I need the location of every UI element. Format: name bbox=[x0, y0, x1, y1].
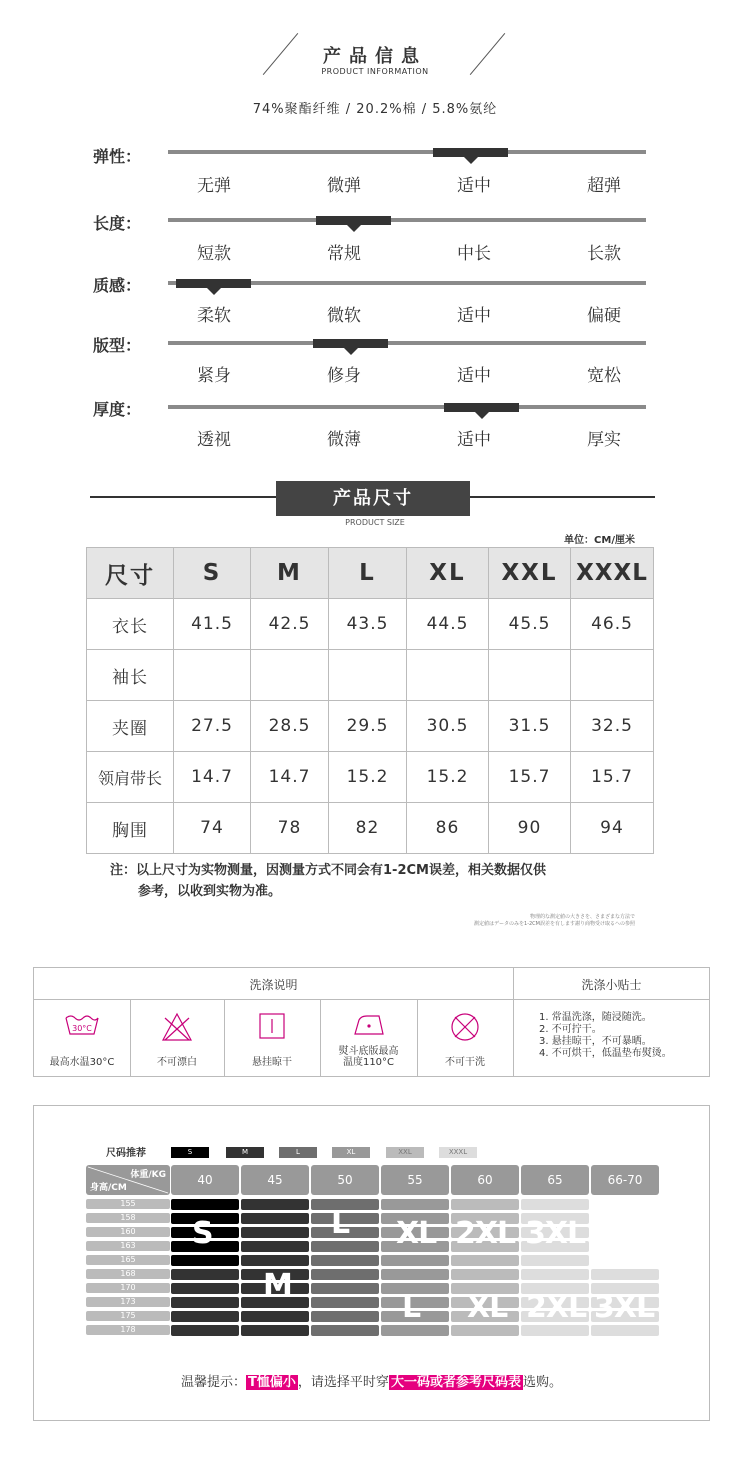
chart-cell bbox=[241, 1325, 309, 1336]
height-label: 155 bbox=[86, 1199, 170, 1209]
chart-cell bbox=[591, 1325, 659, 1336]
table-cell: 28.5 bbox=[251, 701, 329, 752]
tip-item: 3. 悬挂晾干，不可暴晒。 bbox=[539, 1036, 652, 1047]
table-cell: 31.5 bbox=[489, 701, 571, 752]
chart-cell bbox=[521, 1269, 589, 1280]
table-cell: 29.5 bbox=[329, 701, 407, 752]
attr-scale bbox=[168, 150, 646, 154]
chart-cell bbox=[171, 1269, 239, 1280]
highlight: T恤偏小 bbox=[248, 1375, 296, 1390]
tip-item: 1. 常温洗涤，随浸随洗。 bbox=[539, 1012, 652, 1023]
chart-cell bbox=[451, 1199, 519, 1210]
attr-label: 质感： bbox=[93, 276, 142, 295]
height-label: 163 bbox=[86, 1241, 170, 1251]
washing-tips-list bbox=[539, 1012, 672, 1060]
attr-marker bbox=[444, 403, 519, 412]
chart-cell bbox=[311, 1297, 379, 1308]
fine-print: 物理的な測定値の大きさを、さまざまな方法で bbox=[529, 914, 635, 920]
washing-tips-title: 洗涤小贴士 bbox=[581, 978, 642, 992]
table-cell: 41.5 bbox=[174, 599, 251, 650]
weight-header: 66-70 bbox=[591, 1165, 659, 1195]
legend-item-s: S bbox=[171, 1147, 209, 1158]
size-label-lower: L bbox=[402, 1290, 421, 1325]
chart-cell bbox=[311, 1311, 379, 1322]
chart-cell bbox=[521, 1325, 589, 1336]
legend-item-m: M bbox=[226, 1147, 264, 1158]
size-label-upper: S bbox=[192, 1216, 213, 1251]
chart-cell bbox=[381, 1269, 449, 1280]
table-cell: 夹圈 bbox=[87, 701, 174, 752]
table-cell: 袖长 bbox=[87, 650, 174, 701]
chart-cell bbox=[171, 1283, 239, 1294]
weight-header: 65 bbox=[521, 1165, 589, 1195]
table-cell: 74 bbox=[174, 803, 251, 854]
attr-marker bbox=[433, 148, 508, 157]
chart-cell bbox=[241, 1199, 309, 1210]
table-header-cell: XXL bbox=[489, 548, 571, 599]
no-dry-clean-icon bbox=[450, 1012, 480, 1046]
chart-cell bbox=[171, 1325, 239, 1336]
table-cell: 衣长 bbox=[87, 599, 174, 650]
wash-label: 熨斗底版最高 温度110°C bbox=[338, 1046, 399, 1068]
attr-marker bbox=[316, 216, 391, 225]
attr-option: 适中 bbox=[457, 366, 491, 386]
weight-header: 45 bbox=[241, 1165, 309, 1195]
table-row bbox=[87, 752, 654, 803]
table-cell: 44.5 bbox=[407, 599, 489, 650]
size-section-subtitle: PRODUCT SIZE bbox=[345, 518, 405, 527]
chart-cell bbox=[311, 1325, 379, 1336]
attr-label: 弹性： bbox=[93, 147, 142, 166]
weight-header: 55 bbox=[381, 1165, 449, 1195]
table-row bbox=[87, 599, 654, 650]
chart-cell bbox=[451, 1255, 519, 1266]
table-row bbox=[87, 650, 654, 701]
wash-30-icon bbox=[64, 1012, 100, 1040]
attr-option: 长款 bbox=[587, 244, 621, 264]
height-axis-label: 身高/CM bbox=[90, 1183, 127, 1193]
chart-cell bbox=[311, 1269, 379, 1280]
table-row bbox=[87, 803, 654, 854]
height-label: 160 bbox=[86, 1227, 170, 1237]
no-bleach-cell bbox=[130, 1000, 225, 1076]
table-cell: 78 bbox=[251, 803, 329, 854]
table-cell bbox=[329, 650, 407, 701]
chart-cell bbox=[521, 1255, 589, 1266]
wash-temp-cell bbox=[34, 1000, 131, 1076]
divider bbox=[513, 999, 709, 1000]
washing-panel bbox=[33, 967, 710, 1077]
legend-item-xxxl: XXXL bbox=[439, 1147, 477, 1158]
table-cell: 45.5 bbox=[489, 599, 571, 650]
chart-cell bbox=[311, 1255, 379, 1266]
chart-cell bbox=[381, 1199, 449, 1210]
corner-header bbox=[86, 1165, 170, 1195]
table-header-cell: M bbox=[251, 548, 329, 599]
measurement-note: 注：以上尺寸为实物测量，因测量方式不同会有1-2CM误差，相关数据仅供 bbox=[110, 863, 546, 878]
wash-label: 悬挂晾干 bbox=[252, 1057, 292, 1068]
table-cell: 15.2 bbox=[407, 752, 489, 803]
table-cell: 90 bbox=[489, 803, 571, 854]
unit-label: 单位：CM/厘米 bbox=[564, 535, 635, 546]
fine-print: 測定値はデータのみを1-2CM誤差を有します謝り商物受け取るへの参照 bbox=[474, 921, 635, 927]
wash-label: 不可漂白 bbox=[157, 1057, 197, 1068]
weight-header: 50 bbox=[311, 1165, 379, 1195]
attr-option: 宽松 bbox=[587, 366, 621, 386]
iron-icon bbox=[351, 1012, 387, 1042]
table-row bbox=[87, 701, 654, 752]
size-label-lower: M bbox=[263, 1268, 292, 1303]
table-cell: 14.7 bbox=[251, 752, 329, 803]
svg-text:30°C: 30°C bbox=[72, 1024, 92, 1033]
iron-cell bbox=[320, 1000, 418, 1076]
chart-cell bbox=[451, 1325, 519, 1336]
table-cell: 82 bbox=[329, 803, 407, 854]
wash-label: 不可干洗 bbox=[445, 1057, 485, 1068]
chart-cell bbox=[241, 1213, 309, 1224]
size-label-lower: XL bbox=[467, 1290, 508, 1325]
attr-option: 常规 bbox=[327, 244, 361, 264]
chart-cell bbox=[171, 1199, 239, 1210]
attr-option: 厚实 bbox=[587, 430, 621, 450]
size-label-lower: 2XL bbox=[526, 1290, 587, 1325]
attr-option: 适中 bbox=[457, 306, 491, 326]
size-label-upper: 2XL bbox=[455, 1216, 516, 1251]
page-title: 产品信息 bbox=[323, 46, 427, 67]
legend-label: 尺码推荐 bbox=[106, 1148, 146, 1159]
height-label: 178 bbox=[86, 1325, 170, 1335]
size-label-lower: 3XL bbox=[594, 1290, 655, 1325]
size-recommendation-chart bbox=[33, 1105, 710, 1421]
size-section-title: 产品尺寸 bbox=[276, 481, 470, 516]
hang-dry-cell bbox=[224, 1000, 321, 1076]
table-cell bbox=[571, 650, 654, 701]
attr-label: 版型： bbox=[93, 336, 142, 355]
height-label: 158 bbox=[86, 1213, 170, 1223]
table-cell: 43.5 bbox=[329, 599, 407, 650]
table-cell bbox=[174, 650, 251, 701]
table-cell: 15.7 bbox=[571, 752, 654, 803]
attr-option: 偏硬 bbox=[587, 306, 621, 326]
chart-cell bbox=[241, 1255, 309, 1266]
size-label-upper: XL bbox=[396, 1216, 437, 1251]
table-cell bbox=[489, 650, 571, 701]
attr-option: 微软 bbox=[327, 306, 361, 326]
weight-header: 60 bbox=[451, 1165, 519, 1195]
table-cell: 14.7 bbox=[174, 752, 251, 803]
table-header-cell: 尺寸 bbox=[87, 548, 174, 599]
attr-option: 微弹 bbox=[327, 176, 361, 196]
size-table bbox=[86, 547, 654, 854]
table-header-cell: L bbox=[329, 548, 407, 599]
tip-item: 2. 不可拧干。 bbox=[539, 1024, 602, 1035]
height-label: 175 bbox=[86, 1311, 170, 1321]
attr-marker bbox=[176, 279, 251, 288]
table-cell: 86 bbox=[407, 803, 489, 854]
height-label: 170 bbox=[86, 1283, 170, 1293]
measurement-note-line2: 参考，以收到实物为准。 bbox=[138, 884, 282, 899]
table-cell: 领肩带长 bbox=[87, 752, 174, 803]
attr-option: 短款 bbox=[197, 244, 231, 264]
attr-label: 长度： bbox=[93, 214, 142, 233]
table-header-cell: S bbox=[174, 548, 251, 599]
chart-cell bbox=[521, 1199, 589, 1210]
chart-cell bbox=[381, 1325, 449, 1336]
page-subtitle: PRODUCT INFORMATION bbox=[321, 67, 429, 76]
attr-marker bbox=[313, 339, 388, 348]
chart-cell bbox=[171, 1311, 239, 1322]
height-label: 168 bbox=[86, 1269, 170, 1279]
height-label: 173 bbox=[86, 1297, 170, 1307]
table-cell: 30.5 bbox=[407, 701, 489, 752]
attr-scale bbox=[168, 218, 646, 222]
chart-cell bbox=[311, 1283, 379, 1294]
size-label-upper: 3XL bbox=[525, 1216, 586, 1251]
no-dry-clean-cell bbox=[417, 1000, 513, 1076]
fabric-composition: 74%聚酯纤维 / 20.2%棉 / 5.8%氨纶 bbox=[252, 102, 498, 117]
legend-item-xxl: XXL bbox=[386, 1147, 424, 1158]
table-cell: 15.7 bbox=[489, 752, 571, 803]
attr-option: 紧身 bbox=[197, 366, 231, 386]
attr-label: 厚度： bbox=[93, 400, 142, 419]
table-cell: 15.2 bbox=[329, 752, 407, 803]
table-cell: 胸围 bbox=[87, 803, 174, 854]
weight-header: 40 bbox=[171, 1165, 239, 1195]
wash-label: 最高水温30°C bbox=[49, 1057, 115, 1068]
attr-option: 微薄 bbox=[327, 430, 361, 450]
table-cell bbox=[407, 650, 489, 701]
table-cell: 27.5 bbox=[174, 701, 251, 752]
attr-option: 超弹 bbox=[587, 176, 621, 196]
legend-item-l: L bbox=[279, 1147, 317, 1158]
chart-cell bbox=[241, 1311, 309, 1322]
attr-option: 中长 bbox=[457, 244, 491, 264]
table-header-cell: XXXL bbox=[571, 548, 654, 599]
table-header-row bbox=[87, 548, 654, 599]
attr-scale bbox=[168, 405, 646, 409]
attr-option: 适中 bbox=[457, 176, 491, 196]
hang-dry-icon bbox=[258, 1012, 286, 1044]
attr-option: 柔软 bbox=[197, 306, 231, 326]
chart-cell bbox=[451, 1269, 519, 1280]
attr-scale bbox=[168, 341, 646, 345]
chart-cell bbox=[241, 1227, 309, 1238]
table-cell: 94 bbox=[571, 803, 654, 854]
attr-option: 适中 bbox=[457, 430, 491, 450]
chart-cell bbox=[381, 1255, 449, 1266]
chart-cell bbox=[241, 1241, 309, 1252]
tip-item: 4. 不可烘干，低温垫布熨烫。 bbox=[539, 1048, 672, 1059]
attr-option: 修身 bbox=[327, 366, 361, 386]
highlight: 大一码或者参考尺码表 bbox=[390, 1375, 521, 1390]
table-cell: 32.5 bbox=[571, 701, 654, 752]
warm-tip: 温馨提示： T恤偏小 ，请选择平时穿 大一码或者参考尺码表 选购。 bbox=[181, 1375, 562, 1390]
height-label: 165 bbox=[86, 1255, 170, 1265]
legend-item-xl: XL bbox=[332, 1147, 370, 1158]
chart-cell bbox=[171, 1297, 239, 1308]
chart-cell bbox=[311, 1241, 379, 1252]
weight-axis-label: 体重/KG bbox=[130, 1170, 166, 1180]
table-cell: 42.5 bbox=[251, 599, 329, 650]
attr-option: 透视 bbox=[197, 430, 231, 450]
table-header-cell: XL bbox=[407, 548, 489, 599]
chart-cell bbox=[171, 1255, 239, 1266]
washing-title: 洗涤说明 bbox=[249, 978, 298, 992]
size-label-upper: L bbox=[331, 1206, 350, 1241]
chart-cell bbox=[591, 1269, 659, 1280]
table-cell: 46.5 bbox=[571, 599, 654, 650]
table-cell bbox=[251, 650, 329, 701]
attr-option: 无弹 bbox=[197, 176, 231, 196]
no-bleach-icon bbox=[161, 1012, 193, 1046]
